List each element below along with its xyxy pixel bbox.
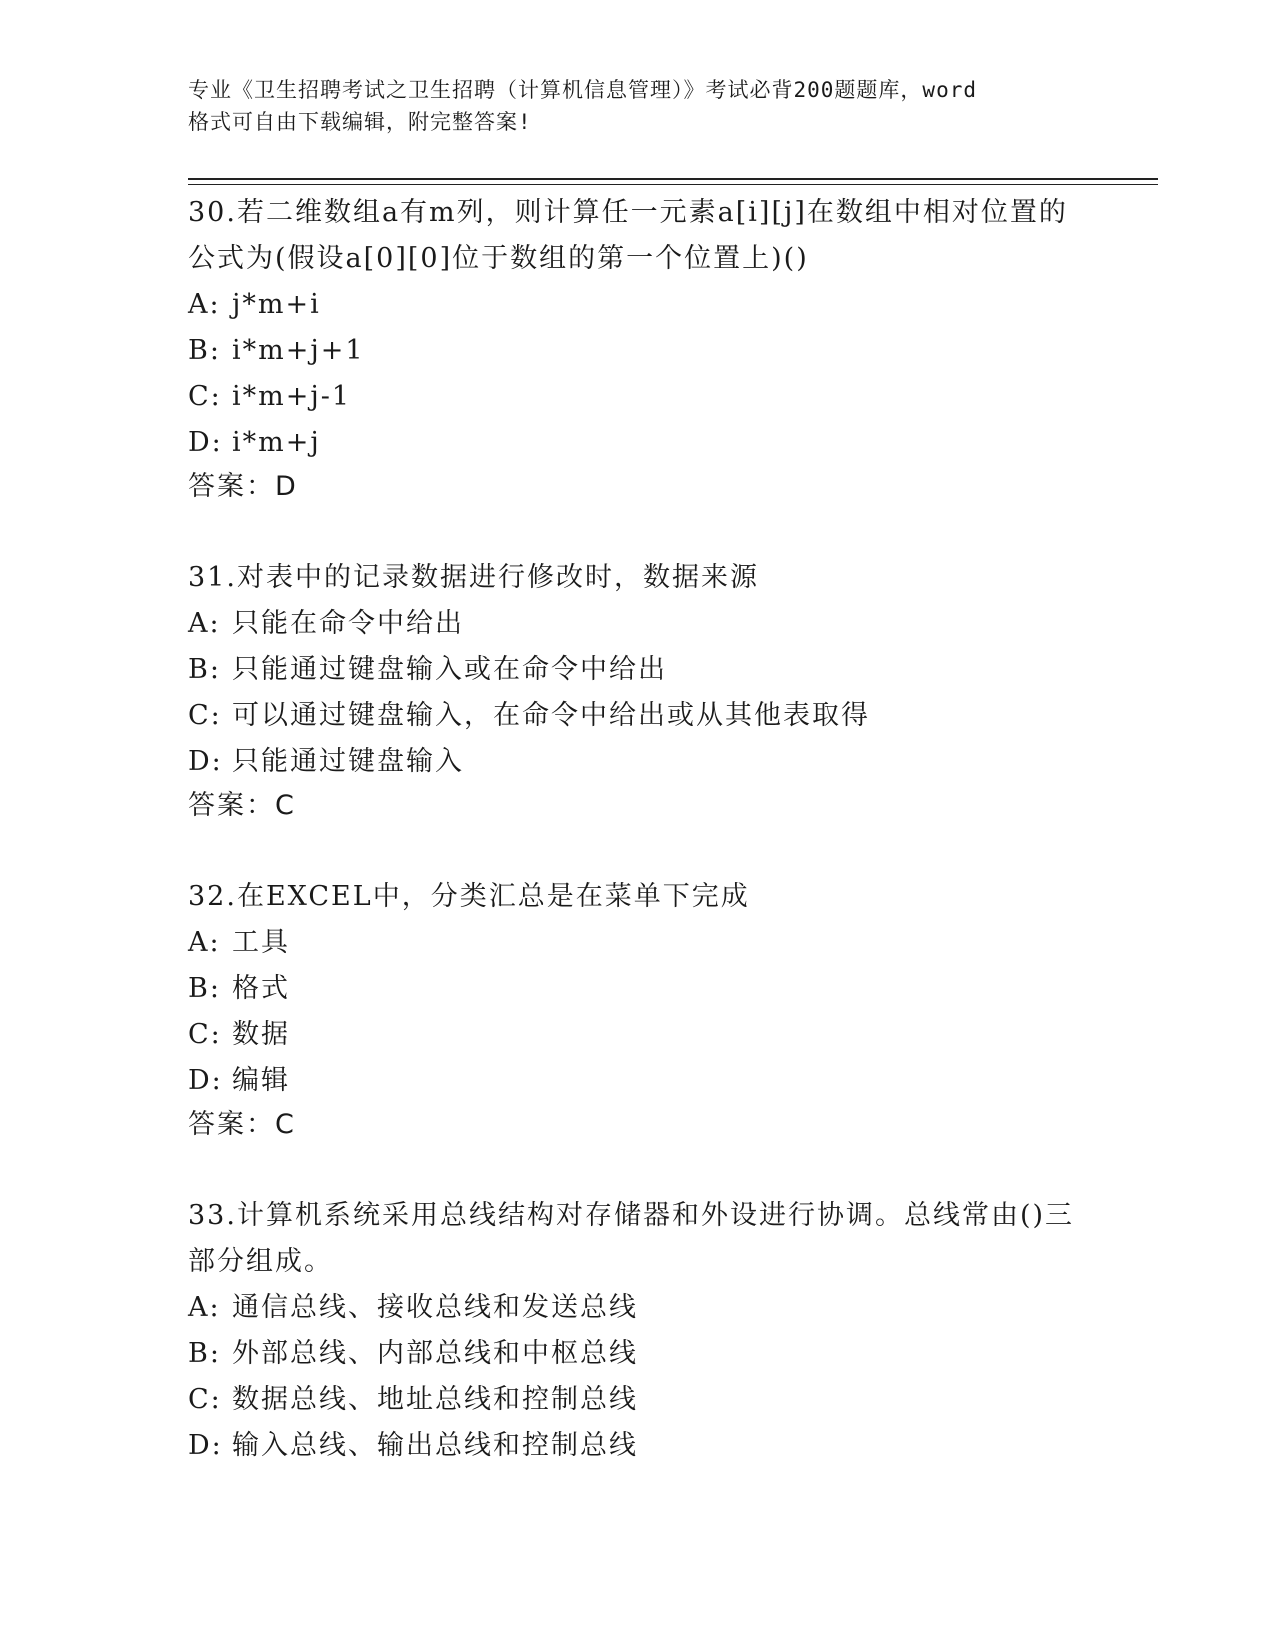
option-letter: C: (188, 700, 222, 731)
option-text: 输入总线、输出总线和控制总线 (232, 1430, 638, 1461)
question-stem: 32.在EXCEL中，分类汇总是在菜单下完成 (188, 881, 750, 912)
option-a (188, 282, 1088, 328)
option-text: 只能通过键盘输入或在命令中给出 (232, 654, 667, 685)
option-letter: A: (188, 289, 221, 320)
option-letter: B: (188, 335, 221, 366)
option-letter: D: (188, 1065, 223, 1096)
question-stem: 33.计算机系统采用总线结构对存储器和外设进行协调。总线常由()三部分组成。 (188, 1200, 1075, 1277)
option-c (188, 1012, 1088, 1058)
question-31 (188, 555, 1088, 827)
option-b (188, 328, 1088, 374)
question-stem: 31.对表中的记录数据进行修改时，数据来源 (188, 562, 759, 593)
header-line-2: 格式可自由下载编辑，附完整答案! (188, 110, 532, 134)
option-text: 外部总线、内部总线和中枢总线 (232, 1338, 638, 1369)
option-letter: D: (188, 1430, 223, 1461)
option-a (188, 601, 1088, 647)
option-text: i*m+j (232, 427, 321, 458)
option-b (188, 647, 1088, 693)
option-letter: A: (188, 1292, 221, 1323)
option-letter: B: (188, 1338, 221, 1369)
option-letter: B: (188, 973, 221, 1004)
option-text: 数据总线、地址总线和控制总线 (232, 1384, 638, 1415)
option-text: 可以通过键盘输入，在命令中给出或从其他表取得 (232, 700, 870, 731)
option-letter: C: (188, 381, 222, 412)
question-stem: 30.若二维数组a有m列，则计算任一元素a[i][j]在数组中相对位置的公式为(假设a[0][0]位于数组的第一个位置上)() (188, 197, 1068, 274)
option-text: 编辑 (232, 1065, 290, 1096)
option-letter: A: (188, 927, 221, 958)
question-32 (188, 874, 1088, 1146)
option-letter: C: (188, 1384, 222, 1415)
option-letter: D: (188, 427, 223, 458)
option-letter: B: (188, 654, 221, 685)
option-text: 只能通过键盘输入 (232, 746, 464, 777)
option-text: i*m+j-1 (232, 381, 352, 412)
answer-line: 答案：D (188, 471, 298, 502)
option-text: 格式 (232, 973, 290, 1004)
option-c (188, 1377, 1088, 1423)
option-b (188, 1331, 1088, 1377)
answer-line: 答案：C (188, 1109, 296, 1140)
option-text: 工具 (232, 927, 290, 958)
option-letter: A: (188, 608, 221, 639)
option-d (188, 1423, 1088, 1469)
header-divider (188, 178, 1158, 185)
question-list (188, 190, 1088, 1516)
option-b (188, 966, 1088, 1012)
option-d (188, 1058, 1088, 1104)
option-d (188, 420, 1088, 466)
question-30 (188, 190, 1088, 508)
option-text: 数据 (232, 1019, 290, 1050)
document-header (188, 74, 1088, 138)
option-letter: C: (188, 1019, 222, 1050)
option-c (188, 693, 1088, 739)
option-letter: D: (188, 746, 223, 777)
answer-line: 答案：C (188, 790, 296, 821)
option-a (188, 920, 1088, 966)
option-text: 只能在命令中给出 (232, 608, 464, 639)
option-text: 通信总线、接收总线和发送总线 (232, 1292, 638, 1323)
option-text: i*m+j+1 (232, 335, 365, 366)
option-a (188, 1285, 1088, 1331)
option-text: j*m+i (232, 289, 321, 320)
question-33 (188, 1193, 1088, 1469)
header-line-1: 专业《卫生招聘考试之卫生招聘（计算机信息管理）》考试必背200题题库，word (188, 78, 977, 102)
option-d (188, 739, 1088, 785)
option-c (188, 374, 1088, 420)
